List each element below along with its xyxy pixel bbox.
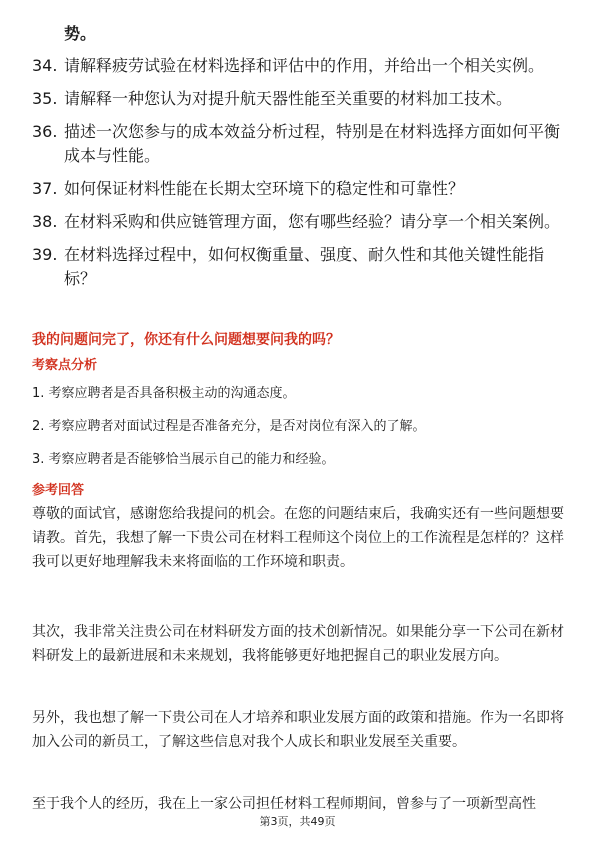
question-number: 37. [32,179,58,198]
answer-paragraph: 尊敬的面试官，感谢您给我提问的机会。在您的问题结束后，我确实还有一些问题想要请教。首先，我想了解一下贵公司在材料工程师这个岗位上的工作流程是怎样的？这样我可以更好地理解我未来将面临的工作环境和职责。 [32,506,564,570]
answer-heading: 参考回答 [32,483,85,498]
answer-paragraph: 另外，我也想了解一下贵公司在人才培养和职业发展方面的政策和措施。作为一名即将加入公司的新员工，了解这些信息对我个人成长和职业发展至关重要。 [32,710,564,750]
question-text: 描述一次您参与的成本效益分析过程，特别是在材料选择方面如何平衡成本与性能。 [64,122,561,165]
answer-paragraph: 其次，我非常关注贵公司在材料研发方面的技术创新情况。如果能分享一下公司在新材料研发上的最新进展和未来规划，我将能够更好地把握自己的职业发展方向。 [32,624,564,664]
final-question-heading: 我的问题问完了，你还有什么问题想要问我的吗？ [32,332,340,348]
analysis-item: 3. 考察应聘者是否能够恰当展示自己的能力和经验。 [32,452,335,467]
analysis-list [32,384,562,483]
continued-text: 势。 [64,24,97,43]
question-list [32,54,562,300]
question-item [32,177,562,201]
analysis-item: 1. 考察应聘者是否具备积极主动的沟通态度。 [32,386,296,401]
question-item [32,87,562,111]
question-item [32,210,562,234]
question-number: 35. [32,89,58,108]
analysis-heading: 考察点分析 [32,358,98,373]
question-item [32,243,562,291]
question-text: 在材料选择过程中，如何权衡重量、强度、耐久性和其他关键性能指标？ [64,245,545,288]
question-item [32,54,562,78]
page-number: 第3页，共49页 [259,815,336,828]
question-number: 36. [32,122,58,141]
question-text: 请解释一种您认为对提升航天器性能至关重要的材料加工技术。 [64,89,513,108]
question-text: 如何保证材料性能在长期太空环境下的稳定性和可靠性？ [64,179,465,198]
question-text: 在材料采购和供应链管理方面，您有哪些经验？请分享一个相关案例。 [64,212,561,231]
question-text: 请解释疲劳试验在材料选择和评估中的作用，并给出一个相关实例。 [64,56,545,75]
answer-paragraph: 至于我个人的经历，我在上一家公司担任材料工程师期间，曾参与了一项新型高性 [32,796,536,812]
question-number: 34. [32,56,58,75]
analysis-item: 2. 考察应聘者对面试过程是否准备充分，是否对岗位有深入的了解。 [32,419,426,434]
question-number: 39. [32,245,58,264]
question-number: 38. [32,212,58,231]
question-item [32,120,562,168]
